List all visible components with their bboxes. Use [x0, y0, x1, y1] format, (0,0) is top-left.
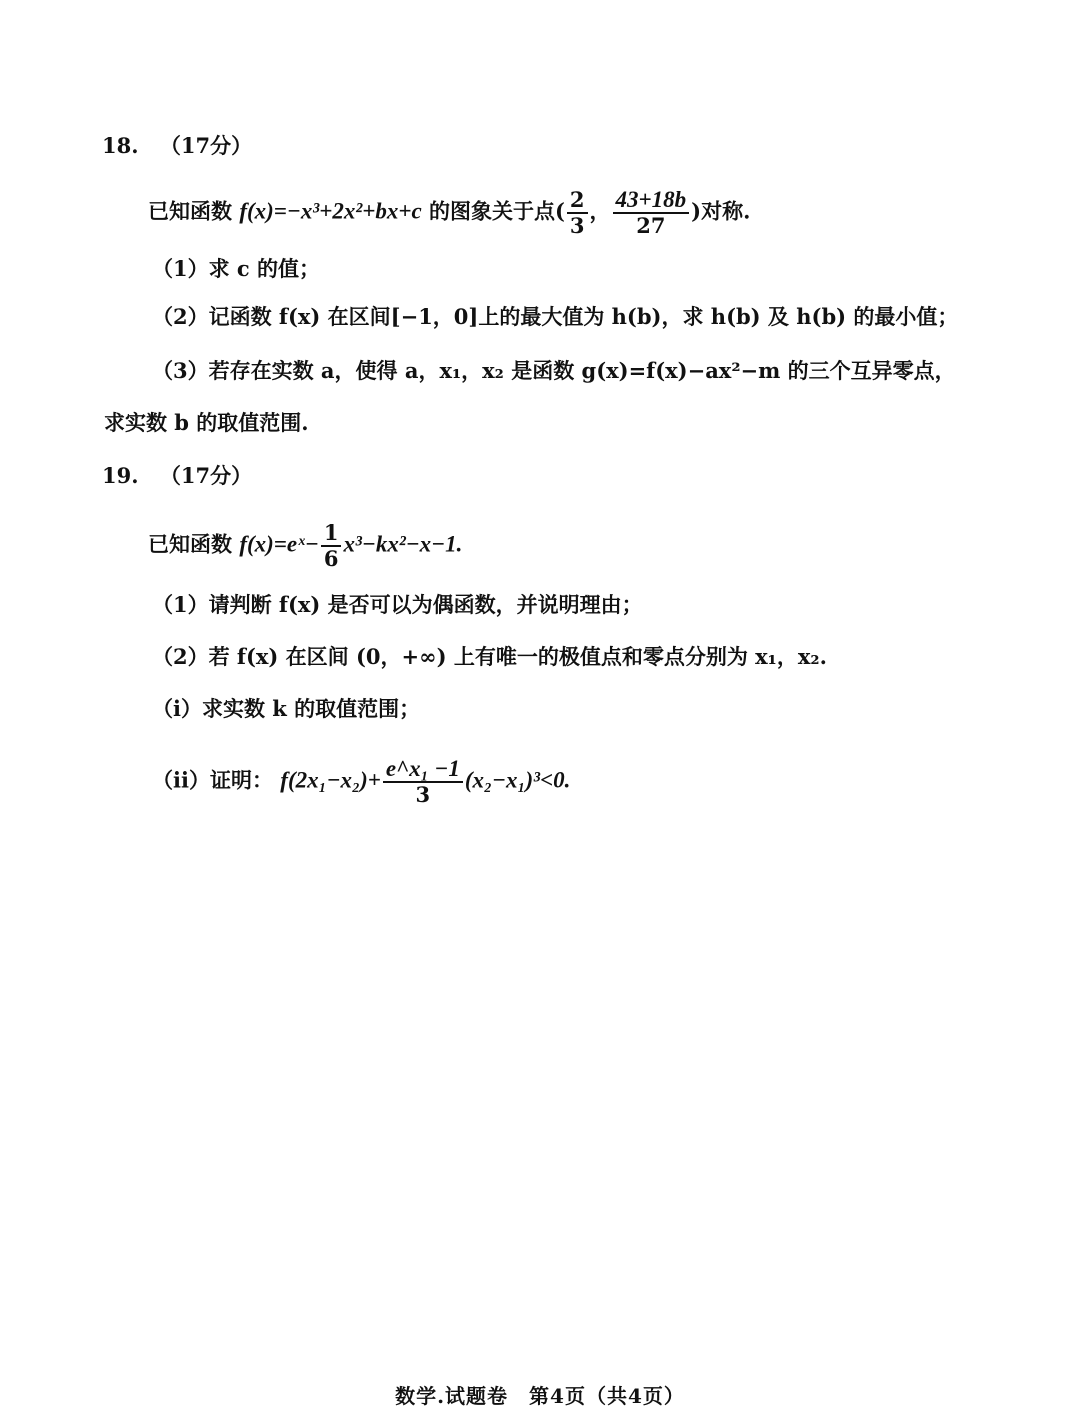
q19-part2-ii-den: 3: [415, 782, 431, 807]
q19-part2-ii-expr-a: f(2x₁−x₂)+: [280, 767, 381, 793]
q18-part3-line1: （3）若存在实数 a，使得 a，x₁，x₂ 是函数 g(x)=f(x)−ax²−m 的三个互异零点，: [152, 358, 956, 383]
q19-fraction-num: 1: [321, 521, 342, 547]
q18-part2: （2）记函数 f(x) 在区间[−1，0]上的最大值为 h(b)，求 h(b) 及 h(b) 的最小值；: [152, 304, 959, 329]
q18-point-x-den: 3: [569, 213, 585, 238]
q18-part3-line2: 求实数 b 的取值范围.: [104, 410, 309, 435]
q19-function-a: f(x)=eˣ−: [239, 531, 319, 557]
q18-point-y: [613, 188, 690, 238]
q19-part2-ii-num: e^x₁ −1: [383, 757, 463, 783]
q18-intro: 已知函数 f(x)=−x³+2x²+bx+c 的图象关于点( $\frac{2}{3}$ ， $\frac{43+18b}{27}$ )对称.: [148, 187, 751, 238]
q18-point-y-num: 43+18b: [613, 188, 690, 214]
q19-part1: （1）请判断 f(x) 是否可以为偶函数，并说明理由；: [152, 592, 643, 617]
q19-function-b: x³−kx²−x−1.: [343, 531, 463, 557]
q19-intro: [148, 521, 462, 571]
q18-point-x: [567, 188, 588, 238]
q19-fraction-den: 6: [323, 546, 339, 571]
q18-number-line: [102, 130, 252, 160]
q19-number-line: [102, 460, 252, 490]
q19-fraction: [321, 521, 342, 571]
q19-points: （17分）: [159, 463, 253, 488]
q19-part2-i: （i）求实数 k 的取值范围；: [152, 696, 421, 721]
page-footer: 数学.试题卷 第4页（共4页）: [395, 1384, 685, 1408]
q19-intro-prefix: 已知函数: [148, 531, 232, 557]
q19-part2-ii: [152, 757, 570, 807]
q19-part2-ii-fraction: [383, 757, 463, 807]
q18-points: （17分）: [159, 133, 253, 158]
q18-function: f(x)=−x³+2x²+bx+c: [239, 198, 422, 224]
q19-part2: （2）若 f(x) 在区间 (0，+∞) 上有唯一的极值点和零点分别为 x₁，x₂.: [152, 644, 827, 669]
q19-part2-ii-expr-b: (x₂−x₁)³<0.: [464, 767, 571, 793]
q18-point-x-num: 2: [567, 188, 588, 214]
q18-part1: （1）求 c 的值；: [152, 256, 321, 281]
q18-intro-prefix: 已知函数: [148, 198, 232, 224]
q19-number: 19.: [102, 463, 139, 488]
q18-number: 18.: [102, 133, 139, 158]
q18-intro-mid: 的图象关于点: [428, 198, 555, 224]
q19-part2-ii-prefix: （ii）证明：: [152, 767, 273, 793]
q18-point-y-den: 27: [636, 213, 666, 238]
q18-intro-suffix: 对称.: [701, 198, 751, 224]
